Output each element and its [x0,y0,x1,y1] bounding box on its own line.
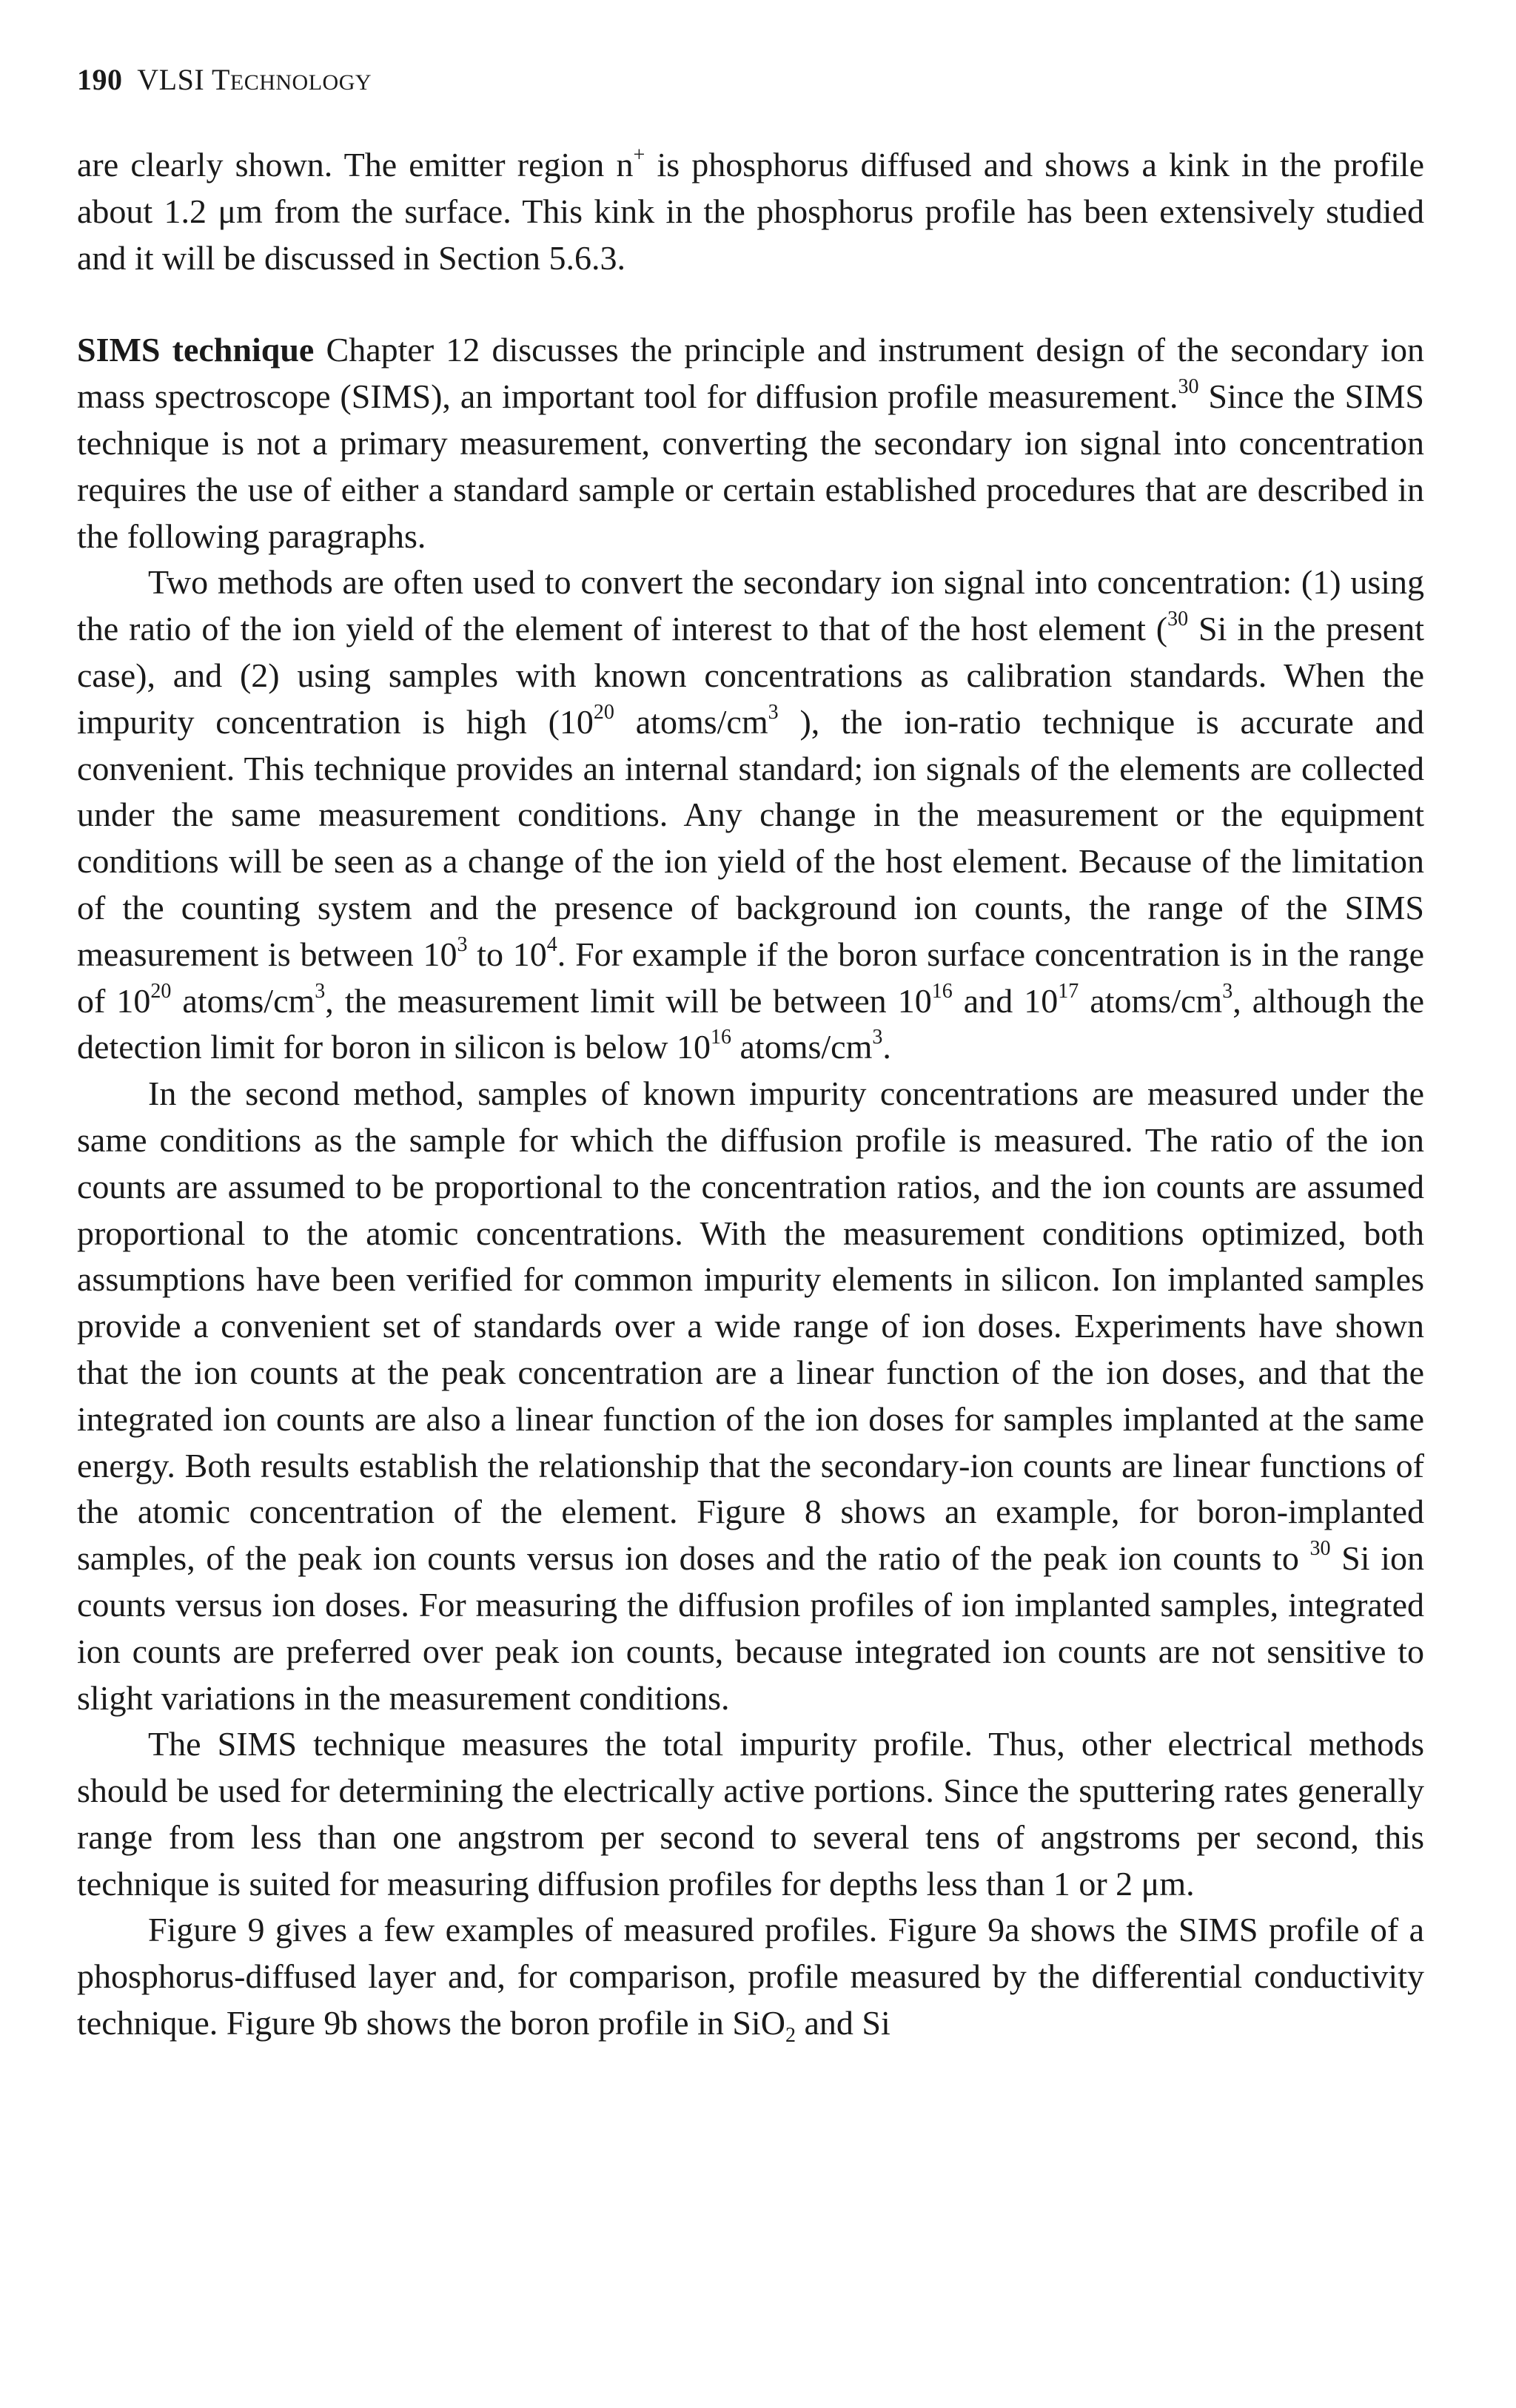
running-head [77,61,1424,102]
paragraph-emitter-profile: are clearly shown. The emitter region n+ is phosphorus diffused and shows a kink in the profile about 1.2 μm from the surface. This kink in the phosphorus profile has been extensively studied and it will be discussed in Section 5.6.3. [77,144,1424,277]
book-title: VLSI TECHNOLOGY [137,63,372,96]
book-page [77,61,1424,2047]
paragraph-total-profile: The SIMS technique measures the total impurity profile. Thus, other electrical methods should be used for determining the electrically active portions. Since the sputtering rates generally range from less than one angstrom per second to several tens of angstroms per second, this technique is suited for measuring diffusion profiles for depths less than 1 or 2 μm. [77,1725,1424,1903]
paragraph-sims-technique: SIMS technique Chapter 12 discusses the principle and instrument design of the secondary ion mass spectroscope (SIMS), an important tool for diffusion profile measurement.$^{30}$ Since the SIMS technique is not a primary measurement, converting the secondary ion signal into concentration requires the use of either a standard sample or certain established procedures that are described in the following paragraphs. [77,331,1424,555]
paragraph-figure-9: Figure 9 gives a few examples of measured profiles. Figure 9a shows the SIMS profile of a phosphorus-diffused layer and, for comparison, profile measured by the differential conductivity technique. Figure 9b shows the boron profile in SiO$_2$ and Si [77,1911,1424,2048]
page-number: 190 [77,63,123,96]
footnote-ref: 30 [1178,375,1199,399]
paragraph-second-method: In the second method, samples of known impurity concentrations are measured under the same conditions as the sample for which the diffusion profile is measured. The ratio of the ion counts are assumed to be proportional to the concentration ratios, and the ion counts are assumed proportional to the atomic concentrations. With the measurement conditions optimized, both assumptions have been verified for common impurity elements in silicon. Ion implanted samples provide a convenient set of standards over a wide range of ion doses. Experiments have shown that the ion counts at the peak concentration are a linear function of the ion doses, and that the integrated ion counts are also a linear function of the ion doses for samples implanted at the same energy. Both results establish the relationship that the secondary-ion counts are linear functions of the atomic concentration of the element. Figure 8 shows an example, for boron-implanted samples, of the peak ion counts versus ion doses and the ratio of the peak ion counts to $^{30}$ Si ion counts versus ion doses. For measuring the diffusion profiles of ion implanted samples, integrated ion counts are preferred over peak ion counts, because integrated ion counts are not sensitive to slight variations in the measurement conditions. [77,1074,1424,1717]
section-lead-in: SIMS technique [77,331,315,369]
paragraph-two-methods: Two methods are often used to convert the secondary ion signal into concentration: (1) using the ratio of the ion yield of the element of interest to that of the host element ($^{30}$ Si in the present case), and (2) using samples with known concentrations as calibration standards. When the impurity concentration is high ($10^{20}$ atoms/$cm^3$ ), the ion-ratio technique is accurate and convenient. This technique provides an internal standard; ion signals of the elements are collected under the same measurement conditions. Any change in the measurement or the equipment conditions will be seen as a change of the ion yield of the host element. Because of the limitation of the counting system and the presence of background ion counts, the range of the SIMS measurement is between $10^3$ to $10^4$. For example if the boron surface concentration is in the range of $10^{20}$ atoms/$cm^3$, the measurement limit will be between $10^{16}$ and $10^{17}$ atoms/$cm^3$, although the detection limit for boron in silicon is below $10^{16}$ atoms/$cm^3$. [77,563,1424,1066]
